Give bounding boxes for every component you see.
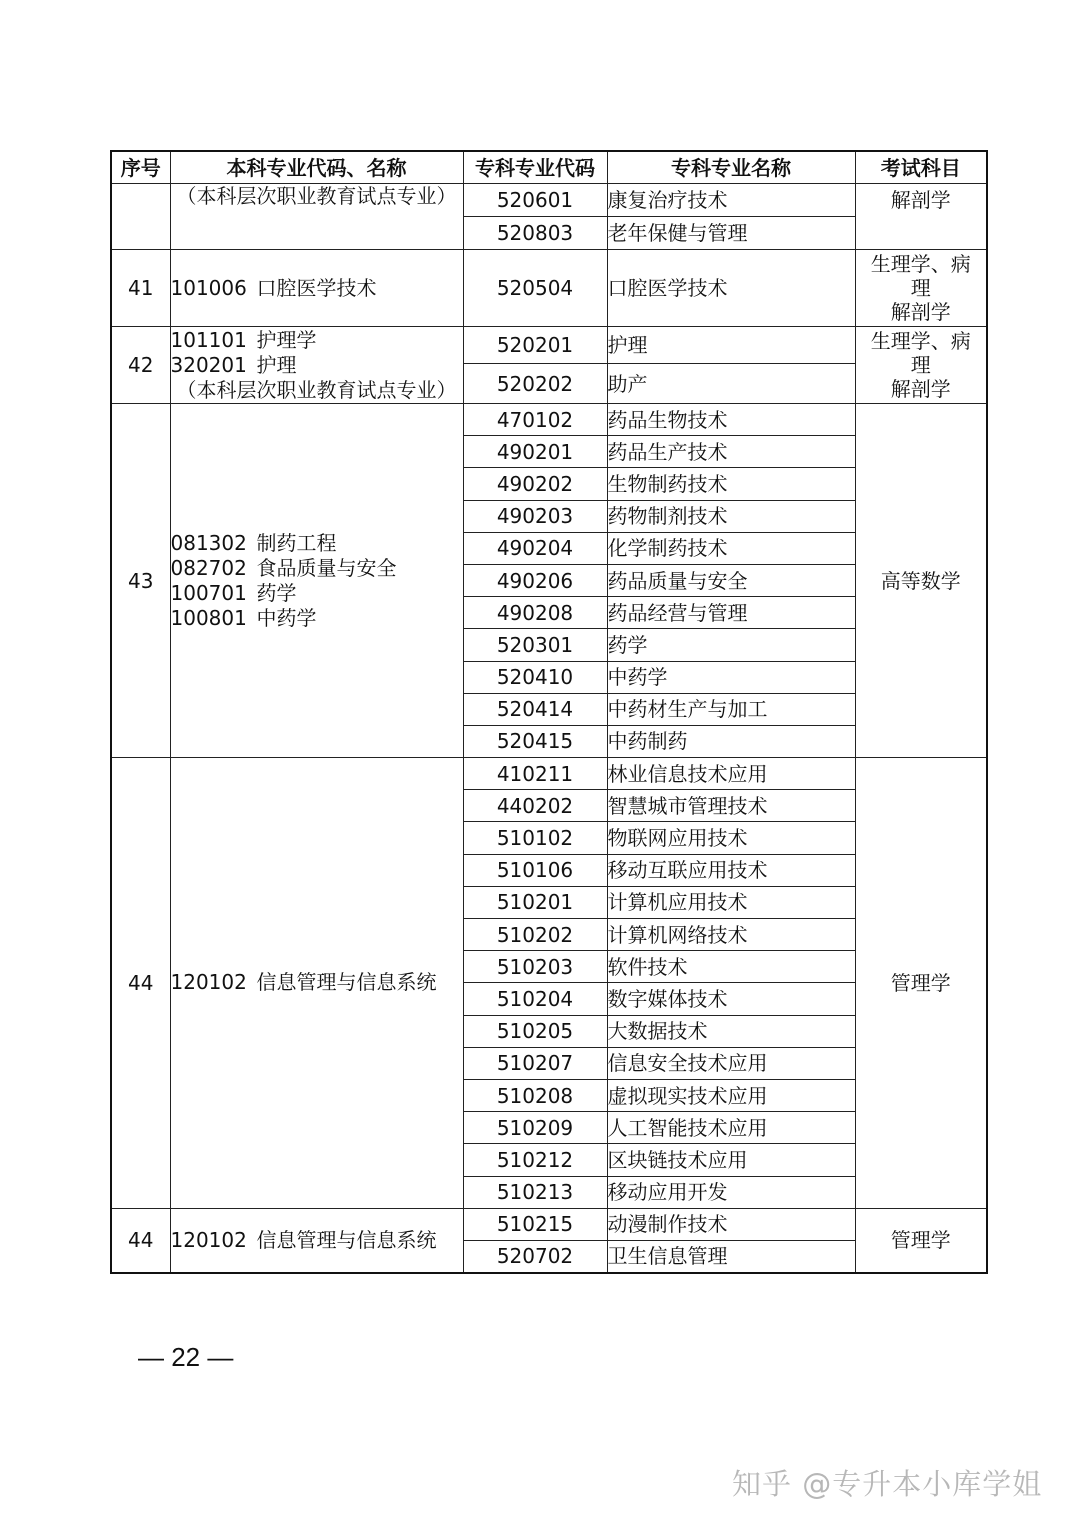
bachelor-cell	[170, 1208, 463, 1273]
bachelor-name: 护理学	[256, 327, 317, 352]
bachelor-note: （本科层次职业教育试点专业）	[176, 184, 457, 208]
major-table	[110, 150, 988, 1274]
junior-code: 490203	[463, 500, 607, 532]
table-header	[111, 151, 987, 184]
junior-code: 410211	[463, 758, 607, 790]
junior-name: 计算机应用技术	[607, 886, 855, 918]
junior-name: 移动互联应用技术	[607, 854, 855, 886]
bachelor-major	[171, 328, 463, 353]
bachelor-code: 120102	[170, 970, 247, 995]
junior-name: 计算机网络技术	[607, 919, 855, 951]
bachelor-major	[171, 556, 463, 581]
junior-name: 智慧城市管理技术	[607, 790, 855, 822]
bachelor-cell	[170, 758, 463, 1209]
header-bachelor: 本科专业代码、名称	[170, 151, 463, 184]
exam-line: 生理学、病	[870, 252, 971, 276]
bachelor-code: 320201	[170, 352, 247, 377]
table-row	[111, 758, 987, 790]
table-row	[111, 404, 987, 436]
bachelor-code: 082702	[170, 555, 247, 580]
junior-code: 440202	[463, 790, 607, 822]
seq-cell: 43	[111, 404, 170, 758]
junior-name: 移动应用开发	[607, 1176, 855, 1208]
exam-cell: 管理学	[855, 758, 987, 1209]
bachelor-code: 101006	[170, 275, 247, 300]
junior-name: 药品经营与管理	[607, 597, 855, 629]
junior-name: 中药学	[607, 661, 855, 693]
junior-code: 520504	[463, 250, 607, 327]
bachelor-name: 护理	[256, 352, 297, 377]
junior-code: 490202	[463, 468, 607, 500]
junior-name: 中药制药	[607, 725, 855, 757]
junior-name: 药物制剂技术	[607, 500, 855, 532]
junior-name: 康复治疗技术	[607, 184, 855, 217]
junior-code: 520301	[463, 629, 607, 661]
junior-name: 林业信息技术应用	[607, 758, 855, 790]
bachelor-code: 101101	[170, 327, 247, 352]
watermark: 知乎 @专升本小库学姐	[732, 1467, 1043, 1501]
seq-cell: 44	[111, 1208, 170, 1273]
exam-cell: 高等数学	[855, 404, 987, 758]
bachelor-code: 081302	[170, 530, 247, 555]
exam-line: 理	[910, 353, 931, 377]
junior-code: 510102	[463, 822, 607, 854]
bachelor-cell	[170, 184, 463, 250]
junior-code: 520201	[463, 327, 607, 364]
bachelor-major	[171, 531, 463, 556]
bachelor-major	[171, 581, 463, 606]
junior-code: 490201	[463, 436, 607, 468]
bachelor-code: 100801	[170, 605, 247, 630]
bachelor-name: 中药学	[256, 605, 317, 630]
junior-code: 510201	[463, 886, 607, 918]
junior-name: 虚拟现实技术应用	[607, 1079, 855, 1111]
junior-name: 护理	[607, 327, 855, 364]
junior-name: 老年保健与管理	[607, 217, 855, 250]
junior-name: 助产	[607, 364, 855, 404]
bachelor-major	[171, 606, 463, 631]
junior-code: 520702	[463, 1240, 607, 1273]
seq-cell	[111, 184, 170, 250]
bachelor-cell	[170, 404, 463, 758]
bachelor-major	[171, 1228, 463, 1253]
junior-code: 510212	[463, 1144, 607, 1176]
junior-code: 490208	[463, 597, 607, 629]
header-junior-name: 专科专业名称	[607, 151, 855, 184]
junior-name: 口腔医学技术	[607, 250, 855, 327]
bachelor-name: 食品质量与安全	[256, 555, 397, 580]
junior-name: 人工智能技术应用	[607, 1112, 855, 1144]
header-row	[111, 151, 987, 184]
junior-code: 510106	[463, 854, 607, 886]
junior-name: 药学	[607, 629, 855, 661]
bachelor-name: 制药工程	[256, 530, 337, 555]
bachelor-note: （本科层次职业教育试点专业）	[176, 377, 457, 402]
junior-name: 化学制药技术	[607, 532, 855, 564]
junior-code: 520601	[463, 184, 607, 217]
header-seq: 序号	[111, 151, 170, 184]
bachelor-cell	[170, 250, 463, 327]
table-row	[111, 327, 987, 364]
seq-cell: 41	[111, 250, 170, 327]
junior-code: 510209	[463, 1112, 607, 1144]
exam-line: 解剖学	[890, 377, 951, 401]
junior-name: 中药材生产与加工	[607, 693, 855, 725]
bachelor-code: 100701	[170, 580, 247, 605]
bachelor-name: 口腔医学技术	[256, 275, 377, 300]
junior-name: 物联网应用技术	[607, 822, 855, 854]
bachelor-cell	[170, 327, 463, 404]
junior-name: 软件技术	[607, 951, 855, 983]
bachelor-major	[171, 970, 463, 995]
exam-cell: 解剖学	[855, 184, 987, 250]
junior-code: 510203	[463, 951, 607, 983]
junior-name: 区块链技术应用	[607, 1144, 855, 1176]
junior-code: 520202	[463, 364, 607, 404]
bachelor-name: 药学	[256, 580, 297, 605]
header-junior-code: 专科专业代码	[463, 151, 607, 184]
table-row	[111, 184, 987, 217]
junior-code: 510202	[463, 919, 607, 951]
junior-code: 490204	[463, 532, 607, 564]
bachelor-name: 信息管理与信息系统	[256, 970, 437, 995]
seq-cell: 42	[111, 327, 170, 404]
junior-code: 510213	[463, 1176, 607, 1208]
junior-code: 470102	[463, 404, 607, 436]
junior-name: 生物制药技术	[607, 468, 855, 500]
junior-code: 520410	[463, 661, 607, 693]
junior-code: 510215	[463, 1208, 607, 1240]
junior-name: 大数据技术	[607, 1015, 855, 1047]
bachelor-code: 120102	[170, 1227, 247, 1252]
junior-name: 信息安全技术应用	[607, 1047, 855, 1079]
junior-name: 动漫制作技术	[607, 1208, 855, 1240]
junior-code: 490206	[463, 564, 607, 596]
exam-line: 生理学、病	[870, 329, 971, 353]
junior-code: 510207	[463, 1047, 607, 1079]
junior-code: 520414	[463, 693, 607, 725]
junior-name: 药品生物技术	[607, 404, 855, 436]
exam-cell: 管理学	[855, 1208, 987, 1273]
bachelor-major	[171, 276, 463, 301]
table-row	[111, 250, 987, 327]
junior-name: 卫生信息管理	[607, 1240, 855, 1273]
exam-cell	[855, 250, 987, 327]
junior-code: 510208	[463, 1079, 607, 1111]
junior-code: 520803	[463, 217, 607, 250]
junior-code: 510204	[463, 983, 607, 1015]
bachelor-major	[171, 353, 463, 378]
junior-name: 药品质量与安全	[607, 564, 855, 596]
junior-code: 510205	[463, 1015, 607, 1047]
exam-cell	[855, 327, 987, 404]
exam-line: 解剖学	[890, 300, 951, 324]
seq-cell: 44	[111, 758, 170, 1209]
junior-name: 药品生产技术	[607, 436, 855, 468]
exam-line: 理	[910, 276, 931, 300]
header-exam: 考试科目	[855, 151, 987, 184]
table-row	[111, 1208, 987, 1240]
page-number: — 22 —	[138, 1342, 234, 1372]
junior-code: 520415	[463, 725, 607, 757]
bachelor-name: 信息管理与信息系统	[256, 1227, 437, 1252]
junior-name: 数字媒体技术	[607, 983, 855, 1015]
